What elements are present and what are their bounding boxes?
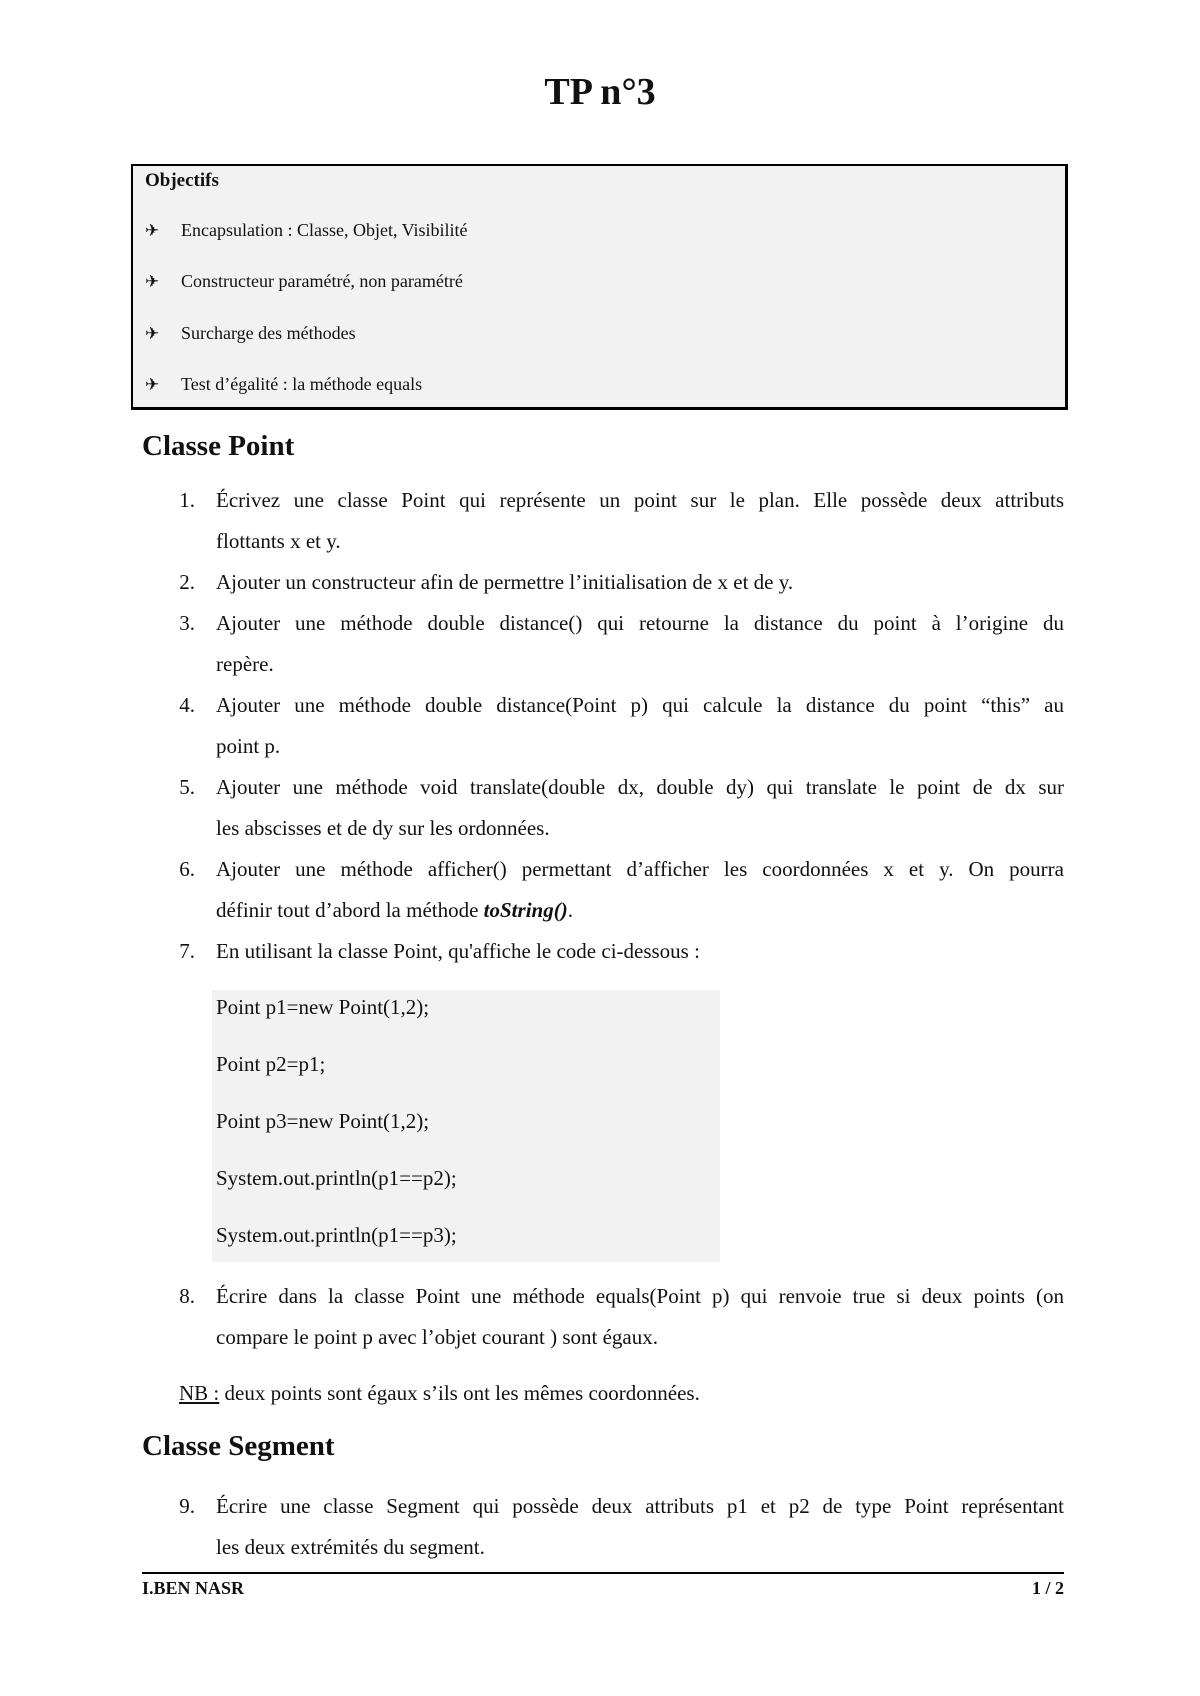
section-heading-point: Classe Point [142,430,295,462]
method-name: toString() [483,898,568,922]
question-text: définir tout d’abord la méthode toString(). [216,898,573,922]
objectives-heading: Objectifs [145,170,219,191]
question-text: flottants x et y. [216,529,341,553]
question-number: 4. [179,693,195,717]
question-number: 2. [179,570,195,594]
code-line: System.out.println(p1==p3); [216,1223,457,1247]
question-text: Écrivez une classe Point qui représente un point sur le plan. Elle possède deux attributs [216,488,1064,512]
objective-item: ✈ Constructeur paramétré, non paramétré [145,271,463,291]
airplane-icon: ✈ [145,221,160,240]
footer-page-number: 1 / 2 [1031,1578,1064,1598]
airplane-icon: ✈ [145,324,160,343]
question-text: repère. [216,652,274,676]
question-text: Ajouter une méthode afficher() permettant d’afficher les coordonnées x et y. On pourra [216,857,1064,881]
question-text: Écrire dans la classe Point une méthode equals(Point p) qui renvoie true si deux points (on [216,1284,1064,1308]
objectives-box [131,164,1068,410]
question-text: En utilisant la classe Point, qu'affiche le code ci-dessous : [216,939,700,963]
airplane-icon: ✈ [145,272,160,291]
footer-divider [142,1572,1064,1574]
objective-item: ✈ Test d’égalité : la méthode equals [145,374,423,394]
objective-item: ✈ Surcharge des méthodes [145,323,356,343]
question-number: 6. [179,857,195,881]
airplane-icon: ✈ [145,375,160,394]
question-number: 3. [179,611,195,635]
code-line: Point p3=new Point(1,2); [216,1109,430,1133]
question-text: les deux extrémités du segment. [216,1535,485,1559]
nb-note: NB : deux points sont égaux s’ils ont les mêmes coordonnées. [179,1381,700,1405]
question-text: point p. [216,734,281,758]
question-number: 1. [179,488,195,512]
question-number: 9. [179,1494,195,1518]
question-text: les abscisses et de dy sur les ordonnées. [216,816,550,840]
code-line: Point p2=p1; [216,1052,326,1076]
question-text: Écrire une classe Segment qui possède deux attributs p1 et p2 de type Point représentant [216,1494,1064,1518]
question-number: 7. [179,939,195,963]
question-number: 8. [179,1284,195,1308]
question-number: 5. [179,775,195,799]
objective-item: ✈ Encapsulation : Classe, Objet, Visibilité [145,220,468,240]
question-text: Ajouter une méthode double distance() qui retourne la distance du point à l’origine du [216,611,1064,635]
question-text: compare le point p avec l’objet courant ) sont égaux. [216,1325,659,1349]
page-title: TP n°3 [544,71,656,113]
footer-author: I.BEN NASR [142,1578,245,1598]
code-line: Point p1=new Point(1,2); [216,995,430,1019]
section-heading-segment: Classe Segment [142,1430,335,1462]
code-line: System.out.println(p1==p2); [216,1166,457,1190]
nb-label: NB : [179,1381,220,1405]
question-text: Ajouter un constructeur afin de permettre l’initialisation de x et de y. [216,570,794,594]
question-text: Ajouter une méthode double distance(Point p) qui calcule la distance du point “this” au [216,693,1064,717]
question-text: Ajouter une méthode void translate(double dx, double dy) qui translate le point de dx sur [216,775,1064,799]
